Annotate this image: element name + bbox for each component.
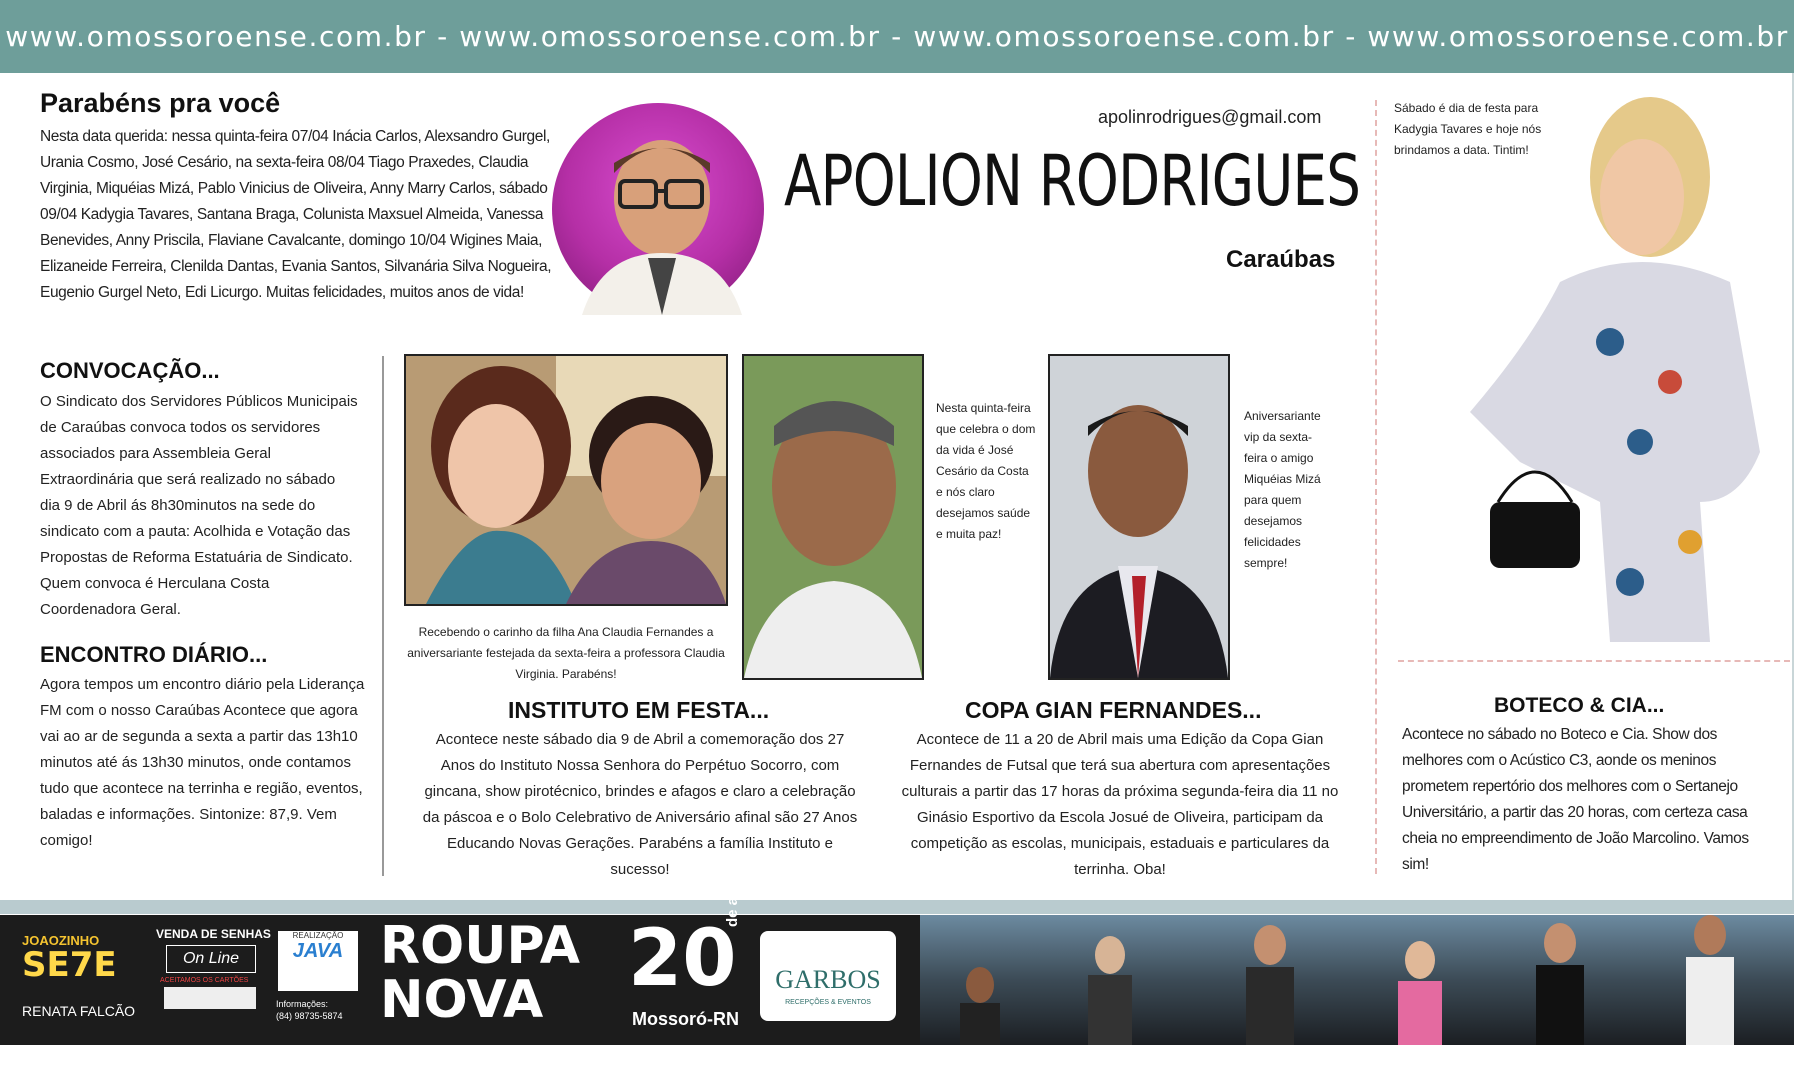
- ad-realizacao-box: [278, 931, 358, 991]
- copa-title: COPA GIAN FERNANDES...: [965, 697, 1262, 723]
- ad-renata: RENATA FALCÃO: [22, 1003, 136, 1019]
- ad-garbos-logo: [760, 931, 896, 1021]
- encontro-text: Agora tempos um encontro diário pela Liderança FM com o nosso Caraúbas Acontece que agora vai ao ar de segunda a sexta a partir das 13h10 minutos até ás 13h30 minutos, onde contamos tudo que acontece na terrinha e região, eventos, baladas e informações. Sintonize: 87,9. Vem comigo!: [40, 676, 365, 849]
- right-column-separator: [1398, 660, 1790, 662]
- mother-daughter-caption: Recebendo o carinho da filha Ana Claudia Fernandes a aniversariante festejada da sexta-feira a professora Claudia Virginia. Parabéns!: [407, 625, 725, 681]
- ad-venda-label: VENDA DE SENHAS: [156, 927, 271, 941]
- ad-sete-logo: SE7E: [22, 945, 117, 985]
- photo-mother-daughter: [404, 354, 728, 606]
- columnist-avatar: [552, 103, 764, 315]
- columnist-city: Caraúbas: [1226, 246, 1336, 273]
- left-column-divider: [382, 356, 384, 876]
- ad-cards-icons: [164, 987, 256, 1009]
- site-url-banner: www.omossoroense.com.br - www.omossoroense.com.br - www.omossoroense.com.br - www.omossoroense.com.br: [0, 0, 1794, 73]
- young-man-caption: Aniversariante vip da sexta-feira o amigo Miquéias Mizá para quem desejamos felicidades sempre!: [1244, 409, 1321, 570]
- roupa-nova-ad[interactable]: [0, 873, 1794, 1045]
- ad-band-line2: NOVA: [380, 970, 544, 1030]
- instituto-title: INSTITUTO EM FESTA...: [508, 697, 770, 723]
- photo-young-man: [1048, 354, 1230, 680]
- columnist-name: APOLION RODRIGUES: [784, 140, 1361, 222]
- ad-band-line1: ROUPA: [380, 916, 581, 976]
- instituto-text: Acontece neste sábado dia 9 de Abril a comemoração dos 27 Anos do Instituto Nossa Senhora do Perpétuo Socorro, com gincana, show pirotécnico, brindes e afagos e claro a celebração da páscoa e o Bolo Celebrativo de Aniversário afinal são 27 Anos Educando Novas Gerações. Parabéns a família Instituto e sucesso!: [422, 731, 858, 878]
- copa-text: Acontece de 11 a 20 de Abril mais uma Edição da Copa Gian Fernandes de Futsal que terá sua abertura com apresentações culturais a partir das 17 horas da próxima segunda-feira dia 11 no Ginásio Esportivo da Escola Josué de Oliveira, participam da competição as escolas, municipais, estaduais e particulares da terrinha. Oba!: [901, 731, 1339, 878]
- elder-caption: Nesta quinta-feira que celebra o dom da vida é José Cesário da Costa e nós claro desejamos saúde e muita paz!: [936, 401, 1036, 541]
- right-column-divider: [1375, 100, 1377, 874]
- photo-woman: [1410, 82, 1786, 658]
- columnist-email[interactable]: apolinrodrigues@gmail.com: [1098, 107, 1322, 127]
- ad-joaozinho: JOAOZINHO: [22, 933, 100, 948]
- ad-info-label: Informações:: [276, 999, 329, 1009]
- encontro-title: ENCONTRO DIÁRIO...: [40, 642, 268, 667]
- ad-realizacao-label: REALIZAÇÃO: [292, 931, 344, 940]
- ad-month: de abril: [724, 873, 741, 927]
- ad-cards-label: ACEITAMOS OS CARTÕES: [160, 977, 249, 984]
- ad-garbos-sub: RECEPÇÕES & EVENTOS: [785, 999, 871, 1006]
- boteco-title: BOTECO & CIA...: [1494, 694, 1665, 717]
- boteco-text: Acontece no sábado no Boteco e Cia. Show dos melhores com o Acústico C3, aonde os meninos prometem repertório dos melhores com o Sertanejo Universitário, a partir das 20 horas, com certeza casa cheia no empreendimento de João Marcolino. Vamos sim!: [1402, 726, 1749, 873]
- woman-caption: Sábado é dia de festa para Kadygia Tavares e hoje nós brindamos a data. Tintim!: [1394, 101, 1542, 157]
- ad-phone: (84) 98735-5874: [276, 1011, 343, 1021]
- ad-day: 20: [628, 914, 737, 1004]
- birthday-title: Parabéns pra você: [40, 88, 281, 118]
- ad-online-label: On Line: [166, 945, 256, 973]
- ad-top-strip: [0, 900, 1794, 914]
- birthday-text: Nesta data querida: nessa quinta-feira 07/04 Inácia Carlos, Alexsandro Gurgel, Urania Cosmo, José Cesário, na sexta-feira 08/04 Tiago Praxedes, Claudia Virginia, Miquéias Mizá, Pablo Vinicius de Oliveira, Anny Marry Carlos, sábado 09/04 Kadygia Tavares, Santana Braga, Colunista Maxsuel Almeida, Vanessa Benevides, Anny Priscila, Flaviane Cavalcante, domingo 10/04 Wigines Maia, Elizaneide Ferreira, Clenilda Dantas, Evania Santos, Silvanária Silva Nogueira, Eugenio Gurgel Neto, Edi Licurgo. Muitas felicidades, muitos anos de vida!: [40, 128, 552, 301]
- convocacao-title: CONVOCAÇÃO...: [40, 358, 220, 383]
- convocacao-text: O Sindicato dos Servidores Públicos Municipais de Caraúbas convoca todos os servidores associados para Assembleia Geral Extraordinária que será realizado no sábado dia 9 de Abril ás 8h30minutos na sede do sindicato com a pauta: Acolhida e Votação das Propostas de Reforma Estatuária de Sindicato. Quem convoca é Herculana Costa Coordenadora Geral.: [40, 393, 358, 618]
- ad-java-logo: JAVA: [292, 940, 344, 962]
- ad-city: Mossoró-RN: [632, 1009, 739, 1029]
- photo-elder-man: [742, 354, 924, 680]
- ad-garbos-name: GARBOS: [775, 965, 881, 994]
- ad-band-photo: [920, 915, 1794, 1045]
